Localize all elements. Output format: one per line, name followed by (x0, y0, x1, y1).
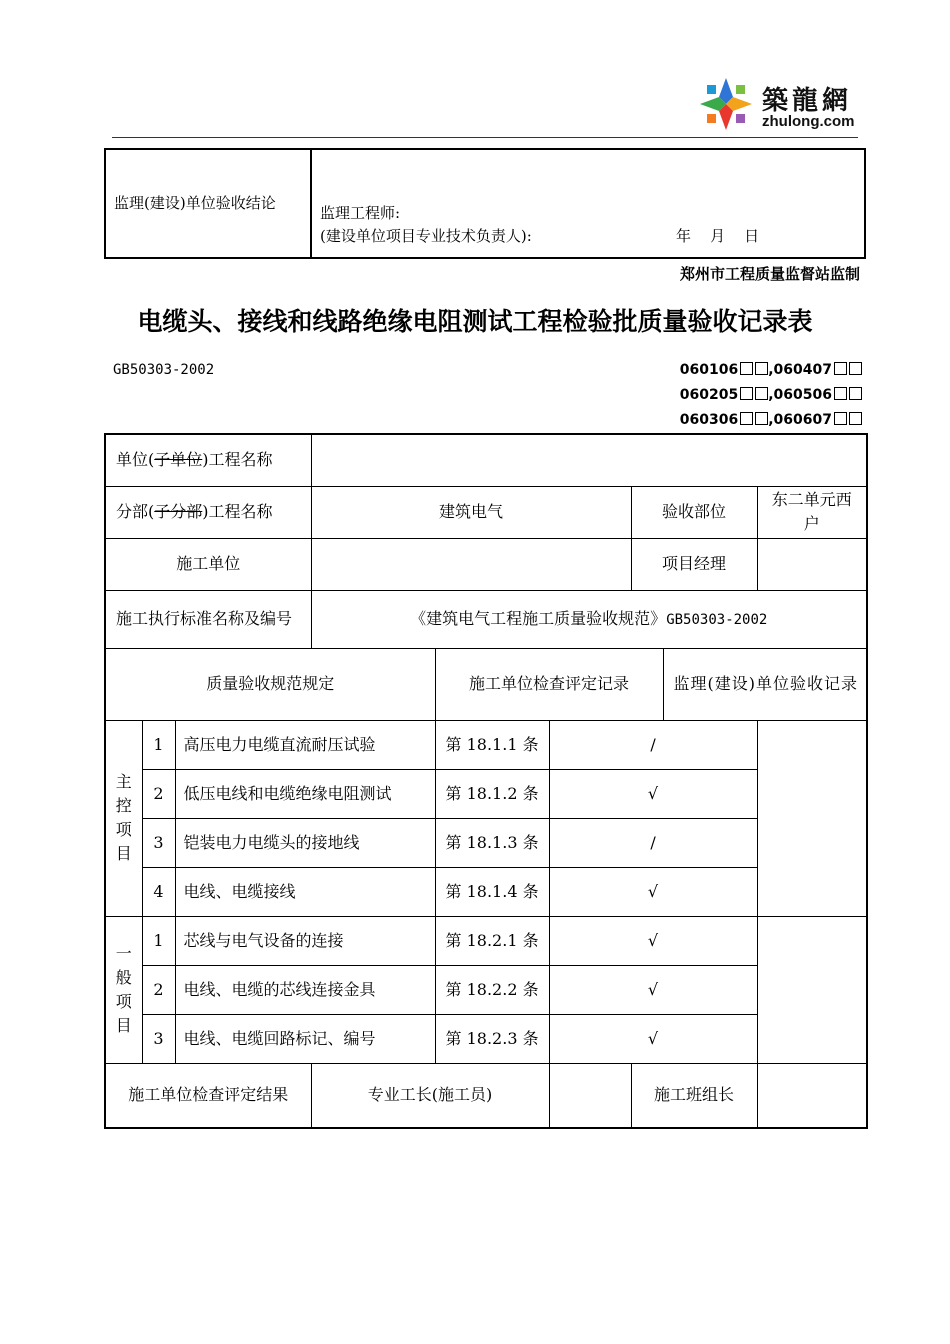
code-box[interactable] (755, 412, 768, 425)
clause: 第 18.2.3 条 (435, 1014, 549, 1063)
project-manager-label: 项目经理 (631, 538, 757, 590)
table-row (105, 720, 867, 769)
project-manager-value[interactable] (757, 538, 867, 590)
inspection-table (104, 433, 868, 1129)
table-row (105, 916, 867, 965)
supervision-station: 郑州市工程质量监督站监制 (679, 265, 860, 283)
approval-date: 年 月 日 (676, 226, 760, 245)
team-leader-value[interactable] (757, 1063, 867, 1128)
form-code: 060407 (773, 362, 832, 378)
code-box[interactable] (755, 362, 768, 375)
sub-unit-struck: 子单位 (154, 450, 203, 470)
division-name-value[interactable]: 建筑电气 (311, 486, 631, 538)
check-result[interactable]: √ (549, 769, 757, 818)
table-row (105, 1014, 867, 1063)
form-code: 060205 (679, 387, 739, 403)
row-number: 1 (142, 916, 175, 965)
standard-code: GB50303-2002 (113, 362, 215, 378)
standard-value: 《建筑电气工程施工质量验收规范》GB50303-2002 (311, 590, 867, 648)
row-number: 2 (142, 769, 175, 818)
foreman-label: 专业工长(施工员) (311, 1063, 549, 1128)
contractor-label: 施工单位 (105, 538, 311, 590)
unit-name-value[interactable] (311, 434, 867, 486)
check-result[interactable]: √ (549, 965, 757, 1014)
contractor-record-header: 施工单位检查评定记录 (435, 648, 663, 720)
table-row (105, 769, 867, 818)
item-name: 高压电力电缆直流耐压试验 (175, 720, 435, 769)
check-result[interactable]: √ (549, 867, 757, 916)
main-items-group-label: 主控项目 (105, 720, 142, 916)
team-leader-label: 施工班组长 (631, 1063, 757, 1128)
row-number: 2 (142, 965, 175, 1014)
approval-table (104, 148, 866, 259)
code-box[interactable] (834, 362, 847, 375)
code-box[interactable] (834, 387, 847, 400)
form-code: 060106 (679, 362, 739, 378)
clause: 第 18.2.1 条 (435, 916, 549, 965)
check-result[interactable]: √ (549, 1014, 757, 1063)
form-code: 060607 (773, 412, 832, 428)
unit-name-label: 单位(子单位)工程名称 (105, 434, 311, 486)
logo-domain: zhulong.com (762, 113, 855, 130)
table-row (105, 818, 867, 867)
check-result[interactable]: / (549, 818, 757, 867)
form-code-line: 060205 ,060506 (680, 387, 862, 403)
clause: 第 18.1.3 条 (435, 818, 549, 867)
clause: 第 18.1.4 条 (435, 867, 549, 916)
logo-name: 築龍網 (762, 86, 853, 116)
item-name: 电线、电缆的芯线连接金具 (175, 965, 435, 1014)
sub-division-struck: 子分部 (154, 502, 203, 521)
supervisor-record-main[interactable] (757, 720, 867, 916)
supervisor-engineer-label: 监理工程师: (320, 204, 401, 222)
item-name: 电线、电缆回路标记、编号 (175, 1014, 435, 1063)
code-box[interactable] (740, 387, 753, 400)
item-name: 铠装电力电缆头的接地线 (175, 818, 435, 867)
header-divider (112, 137, 858, 138)
check-result[interactable]: / (549, 720, 757, 769)
form-code-line: 060306 ,060607 (680, 412, 862, 428)
acceptance-part-value[interactable]: 东二单元西户 (757, 486, 867, 538)
row-number: 3 (142, 1014, 175, 1063)
clause: 第 18.1.1 条 (435, 720, 549, 769)
result-label: 施工单位检查评定结果 (105, 1063, 311, 1128)
approval-signature-cell (311, 149, 865, 258)
general-items-group-label: 一般项目 (105, 916, 142, 1063)
spec-header: 质量验收规范规定 (105, 648, 435, 720)
form-code-line: 060106 ,060407 (680, 362, 862, 378)
clause: 第 18.2.2 条 (435, 965, 549, 1014)
item-name: 低压电线和电缆绝缘电阻测试 (175, 769, 435, 818)
code-box[interactable] (755, 387, 768, 400)
table-row (105, 965, 867, 1014)
check-result[interactable]: √ (549, 916, 757, 965)
item-name: 电线、电缆接线 (175, 867, 435, 916)
foreman-value[interactable] (549, 1063, 631, 1128)
page-title: 电缆头、接线和线路绝缘电阻测试工程检验批质量验收记录表 (137, 307, 813, 336)
code-box[interactable] (849, 387, 862, 400)
acceptance-part-label: 验收部位 (631, 486, 757, 538)
table-row (105, 867, 867, 916)
standard-label: 施工执行标准名称及编号 (105, 590, 311, 648)
form-code: 060306 (679, 412, 739, 428)
supervisor-record-general[interactable] (757, 916, 867, 1063)
code-box[interactable] (849, 362, 862, 375)
code-box[interactable] (740, 362, 753, 375)
row-number: 4 (142, 867, 175, 916)
code-box[interactable] (834, 412, 847, 425)
approval-label: 监理(建设)单位验收结论 (105, 149, 311, 258)
tech-lead-label: (建设单位项目专业技术负责人): (320, 226, 532, 245)
code-box[interactable] (740, 412, 753, 425)
form-code: 060506 (773, 387, 832, 403)
division-name-label: 分部(子分部)工程名称 (105, 486, 311, 538)
row-number: 1 (142, 720, 175, 769)
code-box[interactable] (849, 412, 862, 425)
row-number: 3 (142, 818, 175, 867)
supervisor-record-header: 监理(建设)单位验收记录 (663, 648, 867, 720)
item-name: 芯线与电气设备的连接 (175, 916, 435, 965)
contractor-value[interactable] (311, 538, 631, 590)
clause: 第 18.1.2 条 (435, 769, 549, 818)
